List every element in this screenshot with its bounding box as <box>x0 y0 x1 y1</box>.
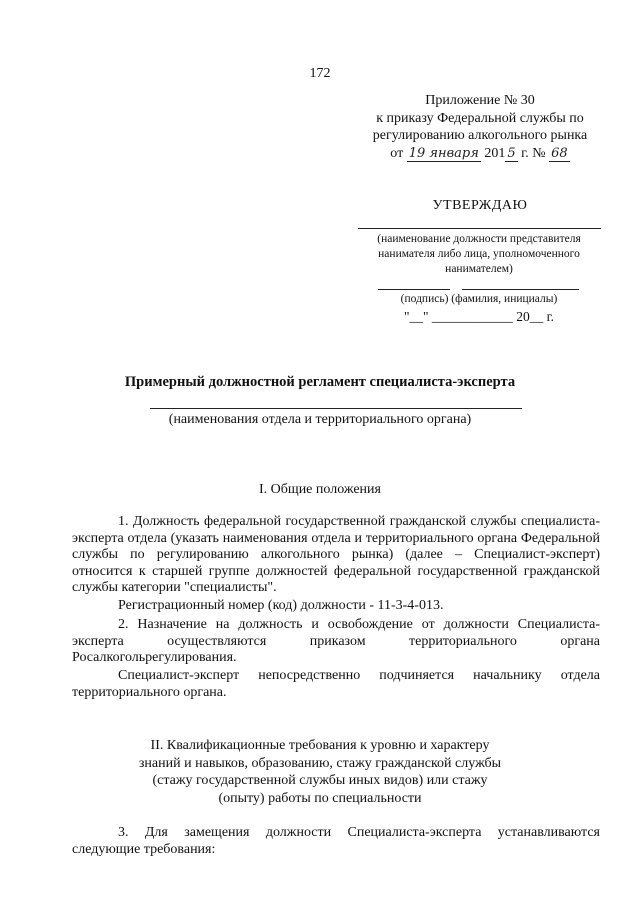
appendix-line-2: к приказу Федеральной службы по <box>376 110 584 126</box>
signature-caption: (подпись) (фамилия, инициалы) <box>400 293 558 305</box>
appendix-line-1: Приложение № 30 <box>425 93 535 108</box>
section-1-paragraph-1: 1. Должность федеральной государственной гражданской службы специалиста-эксперта отдела (указать наименования отдела и территориального органа Федеральной службы по регулированию алкогольного рынка) (далее – Специалист-эксперт) относится к старшей группе должностей федеральной государственной гражданской службы категории "специалисты". <box>72 514 600 595</box>
section-2-heading-line-2: знаний и навыков, образованию, стажу гражданской службы <box>138 755 502 771</box>
section-1-paragraph-2: Регистрационный номер (код) должности - 11-3-4-013. <box>118 598 444 613</box>
initials-line <box>462 289 579 290</box>
appendix-block <box>355 92 605 162</box>
document-title: Примерный должностной регламент специалиста-эксперта <box>124 374 516 390</box>
appendix-date-line <box>355 145 605 163</box>
signature-line <box>378 289 450 290</box>
section-2-heading-line-4: (опыту) работы по специальности <box>218 790 422 806</box>
title-underline <box>150 408 522 409</box>
section-2-paragraph-1: 3. Для замещения должности Специалиста-эксперта устанавливаются следующие требования: <box>72 825 600 857</box>
section-2-heading-line-3: (стажу государственной службы иных видов) или стажу <box>152 773 488 788</box>
approval-signatory-line <box>358 228 601 229</box>
document-subtitle: (наименования отдела и территориального органа) <box>168 412 472 427</box>
approval-caption <box>350 232 608 277</box>
approval-caption-line-3: нанимателем) <box>445 263 513 275</box>
approval-title: УТВЕРЖДАЮ <box>432 198 528 213</box>
section-1-paragraph-3: 2. Назначение на должность и освобождение от должности Специалиста-эксперта осуществляются приказом территориального органа Росалкогольрегулирования. <box>72 617 600 665</box>
handwritten-order-number: 68 <box>551 145 568 161</box>
number-prefix: г. № <box>521 145 546 161</box>
section-2-heading <box>0 737 640 807</box>
approval-caption-line-2: нанимателя либо лица, уполномоченного <box>378 248 580 260</box>
section-1-paragraph-4: Специалист-эксперт непосредственно подчиняется начальнику отдела территориального органа. <box>72 668 600 700</box>
section-1-heading: I. Общие положения <box>259 482 381 497</box>
approval-date-line: "__" ____________ 20__ г. <box>403 309 555 324</box>
from-prefix: от <box>390 145 404 161</box>
page-number: 172 <box>309 66 331 81</box>
handwritten-date: 19 января <box>408 145 479 161</box>
handwritten-year-digit: 5 <box>507 145 516 161</box>
appendix-line-3: регулированию алкогольного рынка <box>372 128 588 143</box>
year-prefix: 201 <box>484 145 506 161</box>
approval-caption-line-1: (наименование должности представителя <box>377 233 581 245</box>
section-2-heading-line-1: II. Квалификационные требования к уровню и характеру <box>150 738 490 753</box>
